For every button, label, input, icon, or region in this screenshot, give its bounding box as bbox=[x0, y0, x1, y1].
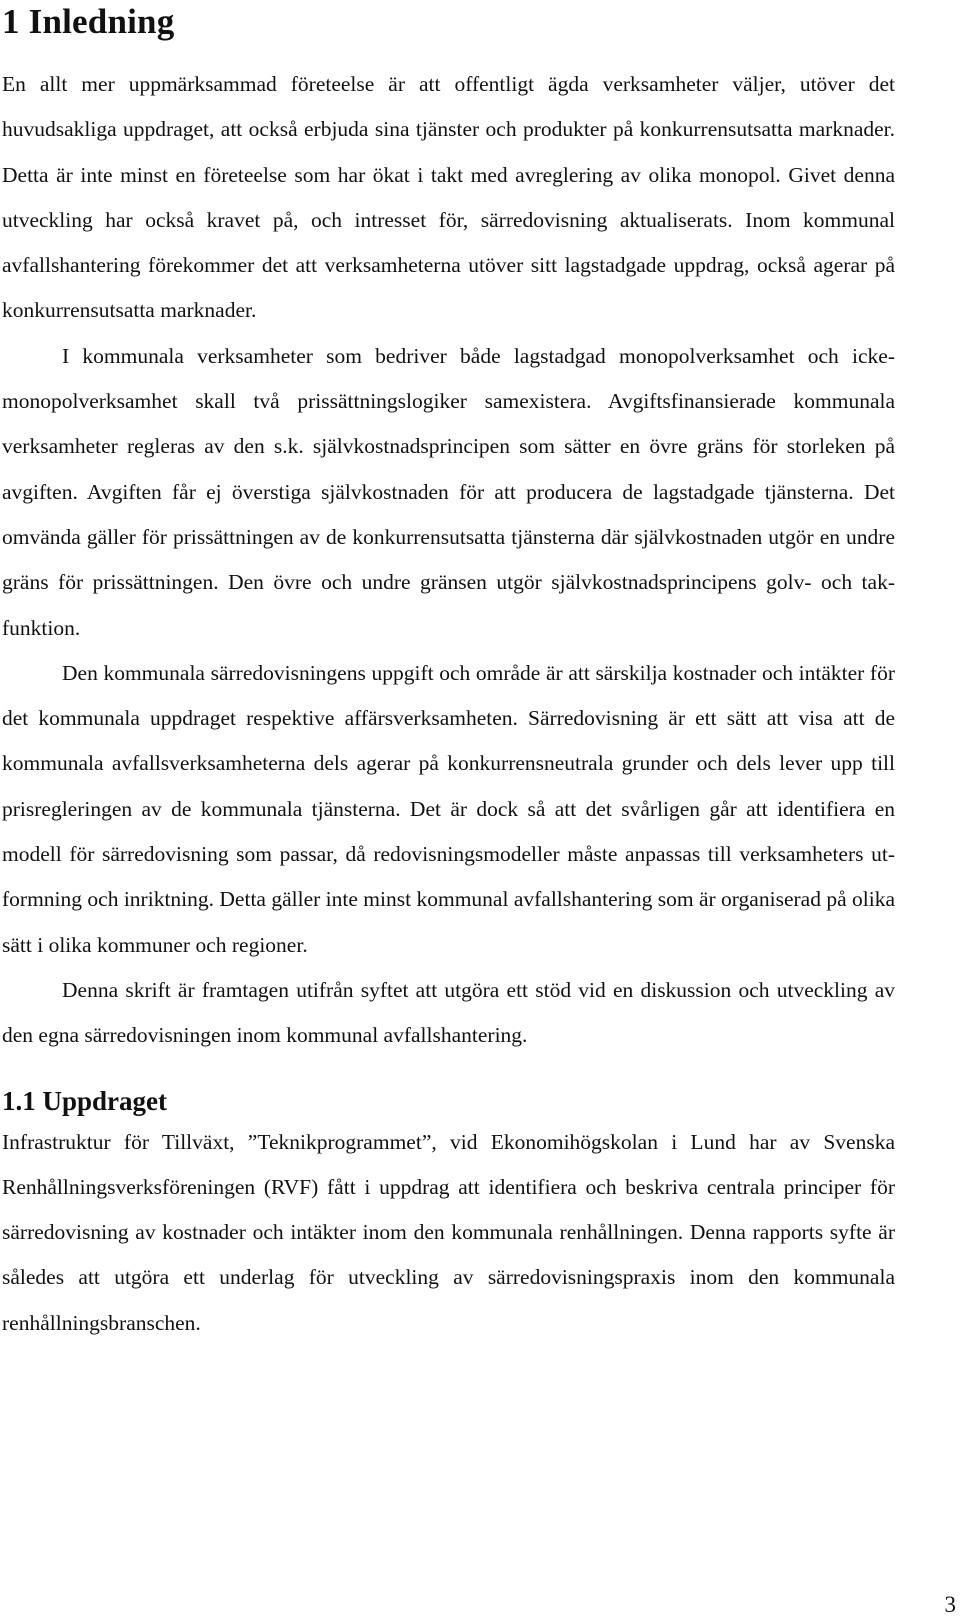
page-content bbox=[2, 0, 895, 1346]
section-heading: 1.1 Uppdraget bbox=[2, 1085, 168, 1116]
paragraph-pricing-logic: I kommunala verksamheter som bedriver både lagstadgad monopolverksamhet och icke-monopolverksamhet skall två prissättningslogiker samexistera. Avgiftsfinansierade kommunala verksamheter regleras av den s.k. självkostnadsprincipen som sätter en övre gräns för storleken på avgiften. Avgiften får ej överstiga självkostnaden för att producera de lagstadgade tjänsterna. Det omvända gäller för prissättningen av de konkurrensutsatta tjänsterna där självkostnaden utgör en undre gräns för prissättningen. Den övre och undre gränsen utgör självkostnadsprincipens golv- och takfunktion. bbox=[2, 343, 895, 640]
page-number: 3 bbox=[944, 1592, 956, 1617]
paragraph-intro: En allt mer uppmärksammad företeelse är att offentligt ägda verksamheter väljer, utöver det huvudsakliga uppdraget, att också erbjuda sina tjänster och produkter på konkurrensutsatta marknader. Detta är inte minst en företeelse som har ökat i takt med avreglering av olika monopol. Givet denna utveckling har också kravet på, och intresset för, särredovisning aktualiserats. Inom kommunal avfallshantering förekommer det att verksamheterna utöver sitt lagstadgade uppdrag, också agerar på konkurrensutsatta marknader. bbox=[2, 72, 895, 323]
paragraph-purpose: Denna skrift är framtagen utifrån syftet att utgöra ett stöd vid en diskussion och utveckling av den egna särredovisningen inom kommunal avfallshantering. bbox=[2, 977, 895, 1048]
paragraph-separate-accounting: Den kommunala särredovisningens uppgift och område är att särskilja kostnader och intäkter för det kommunala uppdraget respektive affärsverksamheten. Särredovisning är ett sätt att visa att de kommunala avfallsverksamheterna dels agerar på konkurrensneutrala grunder och dels lever upp till prisregleringen av de kommunala tjänsterna. Det är dock så att det svårligen går att identifiera en modell för särredovisning som passar, då redovisningsmodeller måste anpassas till verksamheters utformning och inriktning. Detta gäller inte minst kommunal avfallshantering som är organiserad på olika sätt i olika kommuner och regioner. bbox=[2, 660, 895, 957]
chapter-heading: 1 Inledning bbox=[2, 2, 175, 41]
paragraph-assignment: Infrastruktur för Tillväxt, ”Teknikprogrammet”, vid Ekonomihögskolan i Lund har av Svenska Renhållningsverksföreningen (RVF) fått i uppdrag att identifiera och beskriva centrala principer för särredovisning av kostnader och intäkter inom den kommunala renhållningen. Denna rapports syfte är således att utgöra ett underlag för utveckling av särredovisningspraxis inom den kommunala renhållningsbranschen. bbox=[2, 1129, 895, 1335]
